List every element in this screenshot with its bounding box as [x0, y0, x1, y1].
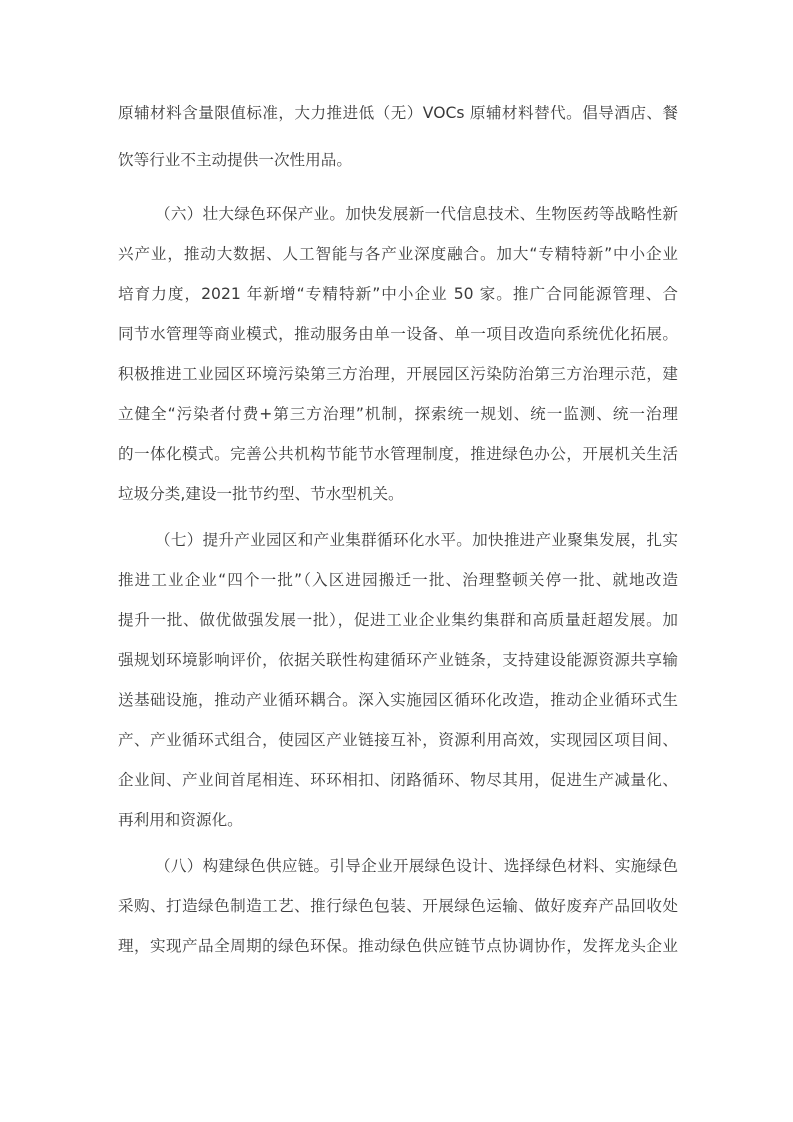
text-line: 产、产业循环式组合，使园区产业链接互补，资源利用高效，实现园区项目间、 — [118, 731, 678, 749]
text-line: 企业间、产业间首尾相连、环环相扣、闭路循环、物尽其用，促进生产减量化、 — [118, 771, 678, 789]
text-line: 立健全“污染者付费+第三方治理”机制，探索统一规划、统一监测、统一治理 — [118, 405, 678, 423]
text-line: 再利用和资源化。 — [118, 811, 243, 829]
text-line: （八）构建绿色供应链。引导企业开展绿色设计、选择绿色材料、实施绿色 — [155, 857, 678, 875]
text-line: 垃圾分类,建设一批节约型、节水型机关。 — [118, 485, 404, 503]
text-line: 推进工业企业“四个一批”（入区进园搬迁一批、治理整顿关停一批、就地改造 — [118, 571, 678, 589]
text-line: 送基础设施，推动产业循环耦合。深入实施园区循环化改造，推动企业循环式生 — [118, 691, 678, 709]
text-line: 原辅材料含量限值标准，大力推进低（无）VOCs 原辅材料替代。倡导酒店、餐 — [118, 104, 678, 122]
text-line: 采购、打造绿色制造工艺、推行绿色包装、开展绿色运输、做好废弃产品回收处 — [118, 897, 678, 915]
text-line: 同节水管理等商业模式，推动服务由单一设备、单一项目改造向系统优化拓展。 — [118, 325, 678, 343]
text-line: 理，实现产品全周期的绿色环保。推动绿色供应链节点协调协作，发挥龙头企业 — [118, 937, 678, 955]
text-line: 的一体化模式。完善公共机构节能节水管理制度，推进绿色办公，开展机关生活 — [118, 445, 678, 463]
text-line: 强规划环境影响评价，依据关联性构建循环产业链条，支持建设能源资源共享输 — [118, 651, 678, 669]
text-line: 培育力度，2021 年新增“专精特新”中小企业 50 家。推广合同能源管理、合 — [118, 285, 678, 303]
text-line: （六）壮大绿色环保产业。加快发展新一代信息技术、生物医药等战略性新 — [155, 205, 678, 223]
text-line: 饮等行业不主动提供一次性用品。 — [118, 151, 352, 169]
text-line: （七）提升产业园区和产业集群循环化水平。加快推进产业聚集发展，扎实 — [155, 531, 678, 549]
text-line: 兴产业，推动大数据、人工智能与各产业深度融合。加大“专精特新”中小企业 — [118, 245, 678, 263]
text-line: 提升一批、做优做强发展一批），促进工业企业集约集群和高质量赶超发展。加 — [118, 611, 678, 629]
text-line: 积极推进工业园区环境污染第三方治理，开展园区污染防治第三方治理示范，建 — [118, 365, 678, 383]
